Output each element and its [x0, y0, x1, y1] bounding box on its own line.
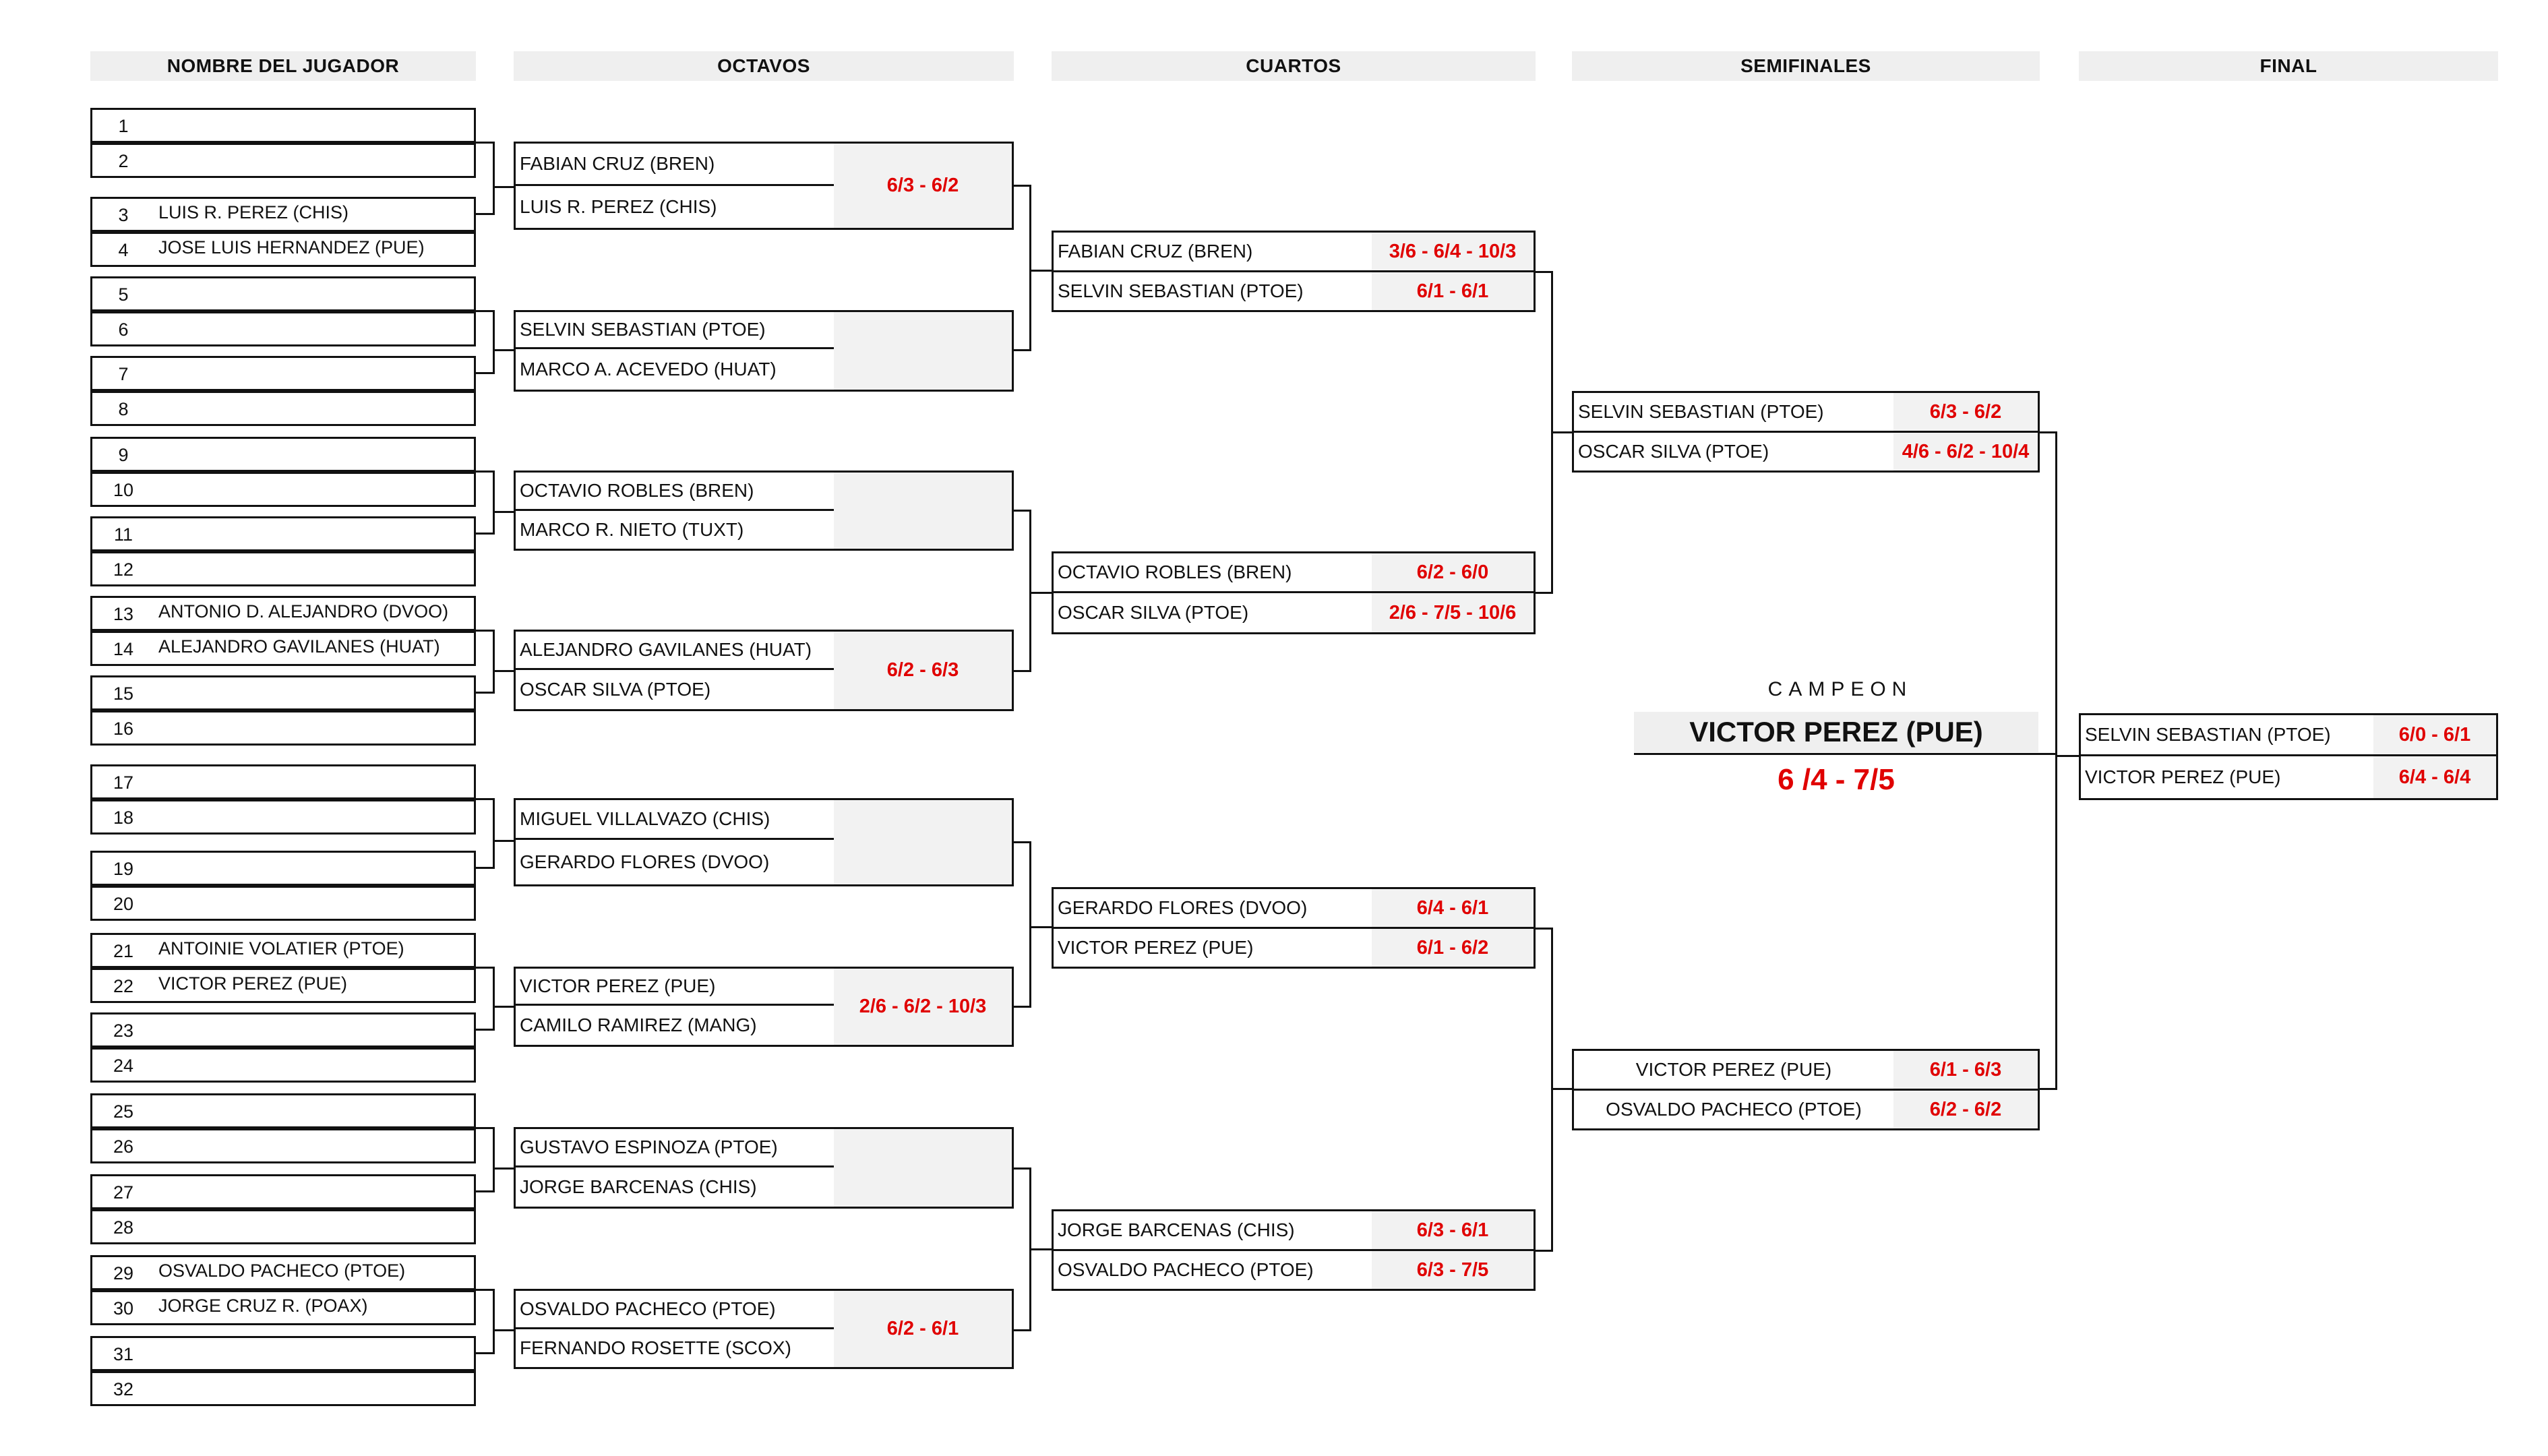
semis-player: VICTOR PEREZ (PUE) — [1572, 1049, 1895, 1091]
player-name — [154, 710, 476, 746]
semis-player: OSVALDO PACHECO (PTOE) — [1572, 1089, 1895, 1130]
player-number: 16 — [90, 710, 156, 746]
player-name — [154, 1012, 476, 1048]
semis-player: SELVIN SEBASTIAN (PTOE) — [1572, 391, 1895, 433]
champion-label: CAMPEON — [1767, 678, 1913, 700]
header-players: NOMBRE DEL JUGADOR — [90, 51, 476, 81]
player-name — [154, 851, 476, 886]
player-number: 10 — [90, 472, 156, 507]
player-number: 26 — [90, 1128, 156, 1163]
octavos-score: 6/2 - 6/3 — [834, 630, 1014, 711]
octavos-player: SELVIN SEBASTIAN (PTOE) — [514, 310, 836, 349]
player-number: 27 — [90, 1174, 156, 1209]
player-name: ANTONIO D. ALEJANDRO (DVOO) — [154, 596, 476, 631]
player-name — [154, 108, 476, 143]
semis-score: 4/6 - 6/2 - 10/4 — [1893, 431, 2040, 473]
player-number: 21 — [90, 933, 156, 968]
cuartos-score: 6/3 - 6/1 — [1372, 1209, 1536, 1251]
player-number: 22 — [90, 968, 156, 1003]
player-number: 2 — [90, 143, 156, 178]
cuartos-player: VICTOR PEREZ (PUE) — [1052, 927, 1374, 969]
octavos-player: OSVALDO PACHECO (PTOE) — [514, 1289, 836, 1329]
cuartos-player: OSCAR SILVA (PTOE) — [1052, 591, 1374, 634]
cuartos-player: JORGE BARCENAS (CHIS) — [1052, 1209, 1374, 1251]
octavos-player: GERARDO FLORES (DVOO) — [514, 838, 836, 886]
player-name — [154, 1174, 476, 1209]
player-name — [154, 356, 476, 391]
header-cuartos: CUARTOS — [1052, 51, 1536, 81]
cuartos-player: OSVALDO PACHECO (PTOE) — [1052, 1249, 1374, 1291]
player-number: 30 — [90, 1290, 156, 1325]
player-number: 31 — [90, 1336, 156, 1371]
player-number: 25 — [90, 1093, 156, 1128]
player-number: 11 — [90, 516, 156, 551]
octavos-player: OSCAR SILVA (PTOE) — [514, 668, 836, 711]
player-name — [154, 1128, 476, 1163]
player-number: 19 — [90, 851, 156, 886]
semis-player: OSCAR SILVA (PTOE) — [1572, 431, 1895, 473]
final-player: SELVIN SEBASTIAN (PTOE) — [2079, 713, 2375, 756]
player-name: VICTOR PEREZ (PUE) — [154, 968, 476, 1003]
player-number: 13 — [90, 596, 156, 631]
octavos-player: FERNANDO ROSETTE (SCOX) — [514, 1327, 836, 1369]
octavos-player: MARCO A. ACEVEDO (HUAT) — [514, 347, 836, 392]
player-name — [154, 886, 476, 921]
octavos-score: 6/2 - 6/1 — [834, 1289, 1014, 1369]
player-number: 14 — [90, 631, 156, 666]
octavos-score — [834, 1127, 1014, 1209]
octavos-score — [834, 798, 1014, 886]
player-name: JORGE CRUZ R. (POAX) — [154, 1290, 476, 1325]
final-score: 6/4 - 6/4 — [2373, 754, 2498, 800]
player-name — [154, 391, 476, 426]
cuartos-player: FABIAN CRUZ (BREN) — [1052, 231, 1374, 272]
cuartos-score: 6/1 - 6/1 — [1372, 270, 1536, 312]
player-number: 17 — [90, 764, 156, 799]
octavos-score — [834, 310, 1014, 392]
player-number: 24 — [90, 1048, 156, 1083]
cuartos-score: 6/1 - 6/2 — [1372, 927, 1536, 969]
player-number: 9 — [90, 437, 156, 472]
octavos-score: 6/3 - 6/2 — [834, 142, 1014, 230]
player-name — [154, 143, 476, 178]
player-name — [154, 311, 476, 346]
player-number: 7 — [90, 356, 156, 391]
octavos-score: 2/6 - 6/2 - 10/3 — [834, 967, 1014, 1047]
header-final: FINAL — [2079, 51, 2498, 81]
cuartos-score: 3/6 - 6/4 - 10/3 — [1372, 231, 1536, 272]
cuartos-score: 6/3 - 7/5 — [1372, 1249, 1536, 1291]
player-name: ANTOINIE VOLATIER (PTOE) — [154, 933, 476, 968]
player-name: JOSE LUIS HERNANDEZ (PUE) — [154, 232, 476, 267]
octavos-player: MIGUEL VILLALVAZO (CHIS) — [514, 798, 836, 840]
octavos-player: FABIAN CRUZ (BREN) — [514, 142, 836, 186]
player-number: 8 — [90, 391, 156, 426]
player-name — [154, 1209, 476, 1244]
cuartos-player: GERARDO FLORES (DVOO) — [1052, 887, 1374, 929]
player-number: 3 — [90, 197, 156, 232]
semis-score: 6/1 - 6/3 — [1893, 1049, 2040, 1091]
player-number: 23 — [90, 1012, 156, 1048]
player-number: 5 — [90, 276, 156, 311]
cuartos-score: 2/6 - 7/5 - 10/6 — [1372, 591, 1536, 634]
octavos-player: OCTAVIO ROBLES (BREN) — [514, 471, 836, 511]
player-name — [154, 472, 476, 507]
player-number: 4 — [90, 232, 156, 267]
player-name — [154, 1048, 476, 1083]
final-score: 6/0 - 6/1 — [2373, 713, 2498, 756]
player-name: OSVALDO PACHECO (PTOE) — [154, 1255, 476, 1290]
champion-name: VICTOR PEREZ (PUE) — [1634, 712, 2038, 752]
player-number: 20 — [90, 886, 156, 921]
player-name — [154, 1336, 476, 1371]
octavos-player: LUIS R. PEREZ (CHIS) — [514, 184, 836, 230]
player-name — [154, 437, 476, 472]
player-name — [154, 675, 476, 710]
player-number: 1 — [90, 108, 156, 143]
player-name — [154, 551, 476, 586]
player-number: 29 — [90, 1255, 156, 1290]
octavos-player: CAMILO RAMIREZ (MANG) — [514, 1004, 836, 1047]
octavos-score — [834, 471, 1014, 551]
octavos-player: VICTOR PEREZ (PUE) — [514, 967, 836, 1006]
octavos-player: JORGE BARCENAS (CHIS) — [514, 1165, 836, 1209]
header-semifinales: SEMIFINALES — [1572, 51, 2040, 81]
cuartos-player: SELVIN SEBASTIAN (PTOE) — [1052, 270, 1374, 312]
player-number: 32 — [90, 1371, 156, 1406]
player-name: ALEJANDRO GAVILANES (HUAT) — [154, 631, 476, 666]
player-name — [154, 516, 476, 551]
player-name: LUIS R. PEREZ (CHIS) — [154, 197, 476, 232]
player-number: 6 — [90, 311, 156, 346]
semis-score: 6/2 - 6/2 — [1893, 1089, 2040, 1130]
player-number: 28 — [90, 1209, 156, 1244]
semis-score: 6/3 - 6/2 — [1893, 391, 2040, 433]
header-octavos: OCTAVOS — [514, 51, 1014, 81]
player-number: 15 — [90, 675, 156, 710]
player-name — [154, 276, 476, 311]
player-name — [154, 1093, 476, 1128]
champion-score: 6 /4 - 7/5 — [1778, 763, 1895, 796]
player-name — [154, 799, 476, 835]
cuartos-score: 6/4 - 6/1 — [1372, 887, 1536, 929]
player-number: 12 — [90, 551, 156, 586]
octavos-player: ALEJANDRO GAVILANES (HUAT) — [514, 630, 836, 670]
final-player: VICTOR PEREZ (PUE) — [2079, 754, 2375, 800]
octavos-player: MARCO R. NIETO (TUXT) — [514, 509, 836, 551]
player-name — [154, 764, 476, 799]
cuartos-score: 6/2 - 6/0 — [1372, 551, 1536, 593]
cuartos-player: OCTAVIO ROBLES (BREN) — [1052, 551, 1374, 593]
player-number: 18 — [90, 799, 156, 835]
octavos-player: GUSTAVO ESPINOZA (PTOE) — [514, 1127, 836, 1167]
player-name — [154, 1371, 476, 1406]
